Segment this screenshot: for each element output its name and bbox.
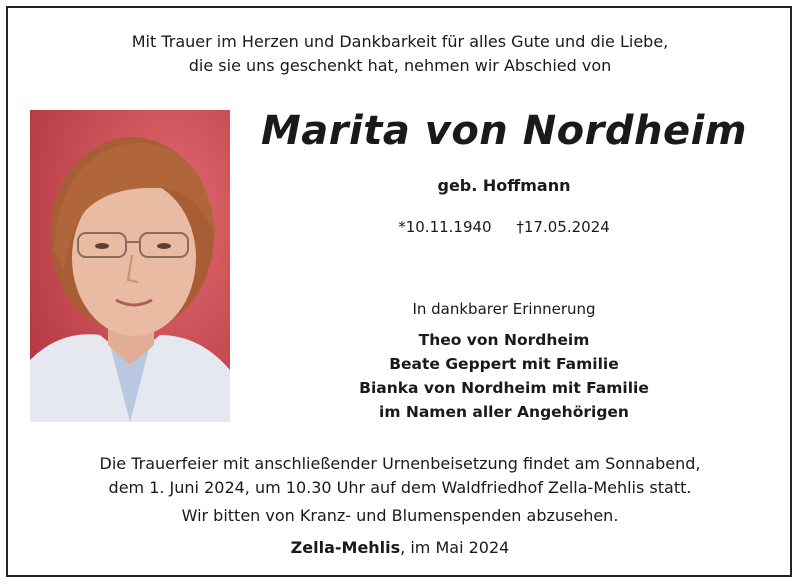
intro-line-2: die sie uns geschenkt hat, nehmen wir Abschied von [188, 56, 612, 75]
deceased-name: Marita von Nordheim [260, 108, 748, 154]
service-line-2: dem 1. Juni 2024, um 10.30 Uhr auf dem Waldfriedhof Zella-Mehlis statt. [108, 478, 692, 497]
intro-line-1: Mit Trauer im Herzen und Dankbarkeit für alles Gute und die Liebe, [131, 32, 669, 51]
service-details [0, 452, 800, 500]
mourners-list [250, 328, 758, 424]
mourner-entry: Theo von Nordheim [418, 331, 590, 349]
place-date: , im Mai 2024 [400, 538, 510, 557]
life-dates [250, 218, 758, 236]
portrait-photo [30, 110, 230, 422]
intro-text [0, 30, 800, 78]
memory-line: In dankbarer Erinnerung [412, 300, 596, 318]
mourner-entry: Bianka von Nordheim mit Familie [359, 379, 649, 397]
place-town: Zella-Mehlis [290, 538, 401, 557]
flowers-wish: Wir bitten von Kranz- und Blumenspenden abzusehen. [181, 506, 619, 525]
death-date: †17.05.2024 [516, 218, 610, 236]
place-and-date [0, 538, 800, 557]
birth-name: geb. Hoffmann [437, 176, 571, 195]
service-line-1: Die Trauerfeier mit anschließender Urnenbeisetzung findet am Sonnabend, [99, 454, 701, 473]
mourner-entry: Beate Geppert mit Familie [389, 355, 619, 373]
birth-date: *10.11.1940 [398, 218, 492, 236]
mourner-entry: im Namen aller Angehörigen [379, 403, 629, 421]
